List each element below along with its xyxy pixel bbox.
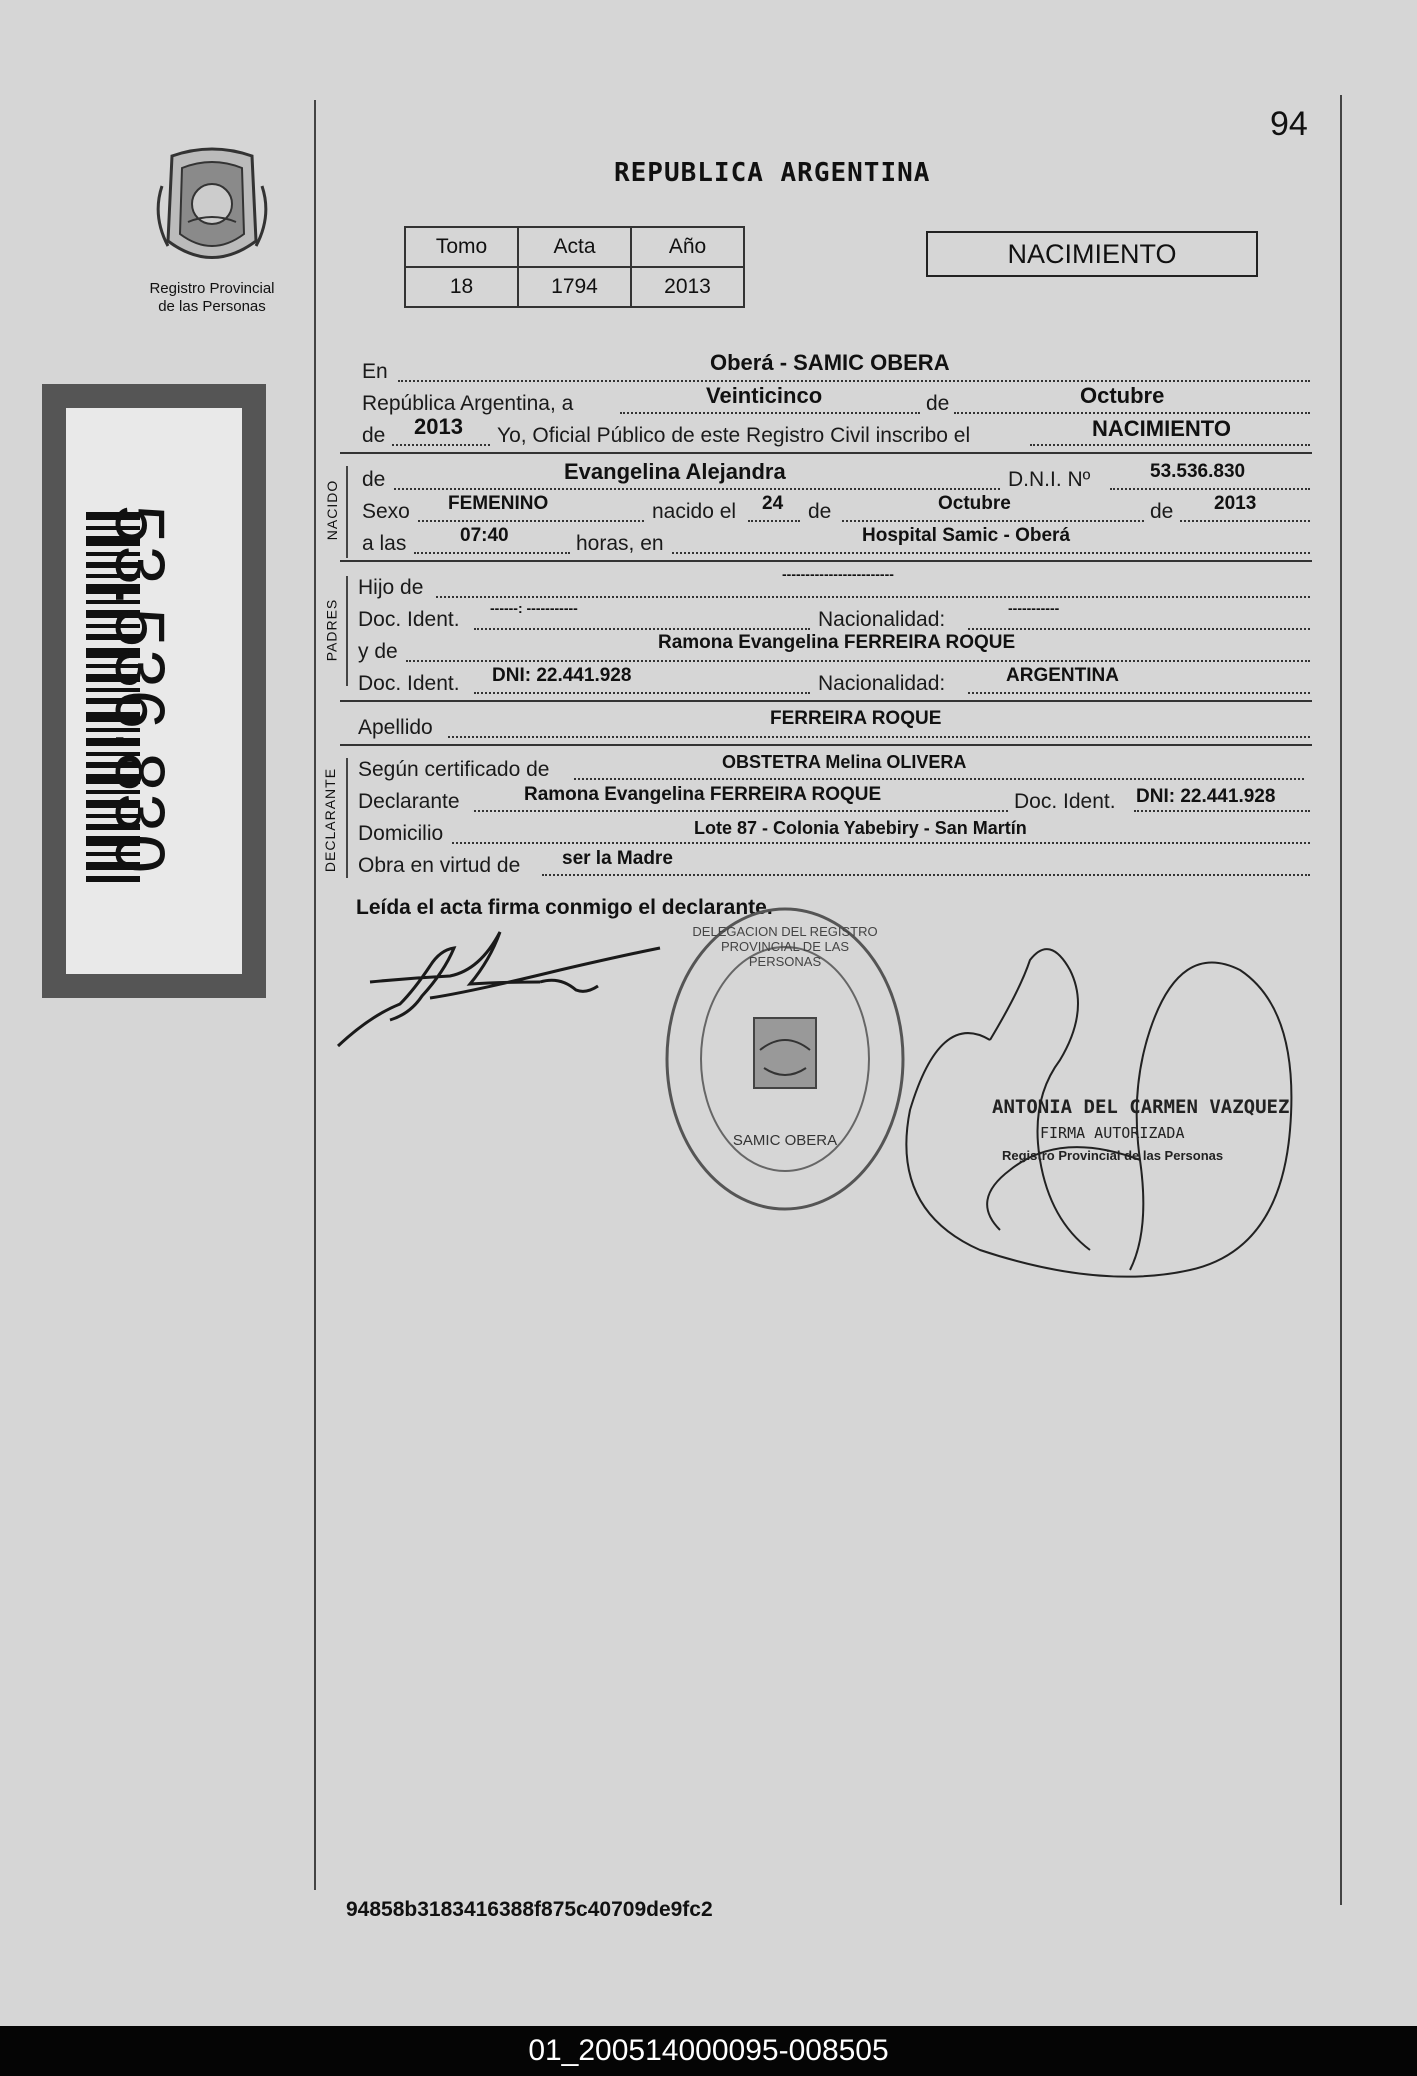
anio-value: 2013 [631,267,744,307]
birth-day-value: 24 [762,493,784,514]
apellido-label: Apellido [358,716,433,739]
registry-table-value-row [405,267,744,307]
cert-label: Según certificado de [358,758,550,781]
father-nac-label: Nacionalidad: [818,608,946,631]
birth-place-value: Hospital Samic - Oberá [862,525,1071,546]
father-nac-value: ----------- [1008,600,1060,616]
registry-name: Registro Provincial de las Personas [149,280,275,315]
father-value: ------------------------ [782,566,894,582]
hijo-de-label: Hijo de [358,576,424,599]
document-hash: 94858b3183416388f875c40709de9fc2 [346,1898,713,1921]
declarante-section-label: DECLARANTE [322,767,339,873]
right-margin-line [1340,95,1342,1905]
horas-label: horas, en [576,532,664,555]
province-coat-of-arms-icon [152,146,272,276]
day-words-value: Veinticinco [706,383,823,408]
place-value: Oberá - SAMIC OBERA [710,350,950,375]
declarant-signature [330,920,670,1060]
dni-badge-number: 53.536.830 [101,504,179,876]
sexo-label: Sexo [362,500,410,523]
record-type-box: NACIMIENTO [926,231,1258,277]
nacido-de-label-3: de [1150,500,1174,523]
country-title: REPUBLICA ARGENTINA [614,158,931,188]
oficial-text: Yo, Oficial Público de este Registro Civil inscribo el [497,424,971,447]
mother-nac-label: Nacionalidad: [818,672,946,695]
birth-month-value: Octubre [938,493,1011,514]
birth-time-value: 07:40 [460,525,509,546]
y-de-label: y de [358,640,398,663]
birth-year-value: 2013 [1214,493,1257,514]
footer-code: 01_200514000095-008505 [528,2034,889,2067]
anio-header: Año [631,227,744,267]
seal-center-text: SAMIC OBERA [732,1132,838,1149]
a-las-label: a las [362,532,407,555]
mother-nac-value: ARGENTINA [1006,665,1119,686]
year-prefix-label: de [362,424,386,447]
nacido-de-label-2: de [808,500,832,523]
domicilio-value: Lote 87 - Colonia Yabebiry - San Martín [694,818,1027,838]
page-number: 94 [1270,105,1308,143]
father-doc-value: ------: ----------- [490,600,578,616]
father-doc-label: Doc. Ident. [358,608,460,631]
en-label: En [362,360,388,383]
declarante-value: Ramona Evangelina FERREIRA ROQUE [524,784,882,805]
month-value: Octubre [1080,383,1165,408]
registry-table [404,226,745,308]
closing-statement: Leída el acta firma conmigo el declarante. [356,896,773,919]
acta-value: 1794 [518,267,631,307]
de-label: de [926,392,950,415]
year-value: 2013 [414,414,463,439]
declarante-label: Declarante [358,790,460,813]
cert-value: OBSTETRA Melina OLIVERA [722,752,967,772]
nacido-el-label: nacido el [652,500,737,523]
footer-bar [0,2026,1417,2076]
obra-label: Obra en virtud de [358,854,521,877]
tomo-header: Tomo [405,227,518,267]
child-dni-value: 53.536.830 [1150,461,1246,482]
republica-label: República Argentina, a [362,392,574,415]
mother-value: Ramona Evangelina FERREIRA ROQUE [658,632,1016,653]
authorized-signer-role: FIRMA AUTORIZADA [1040,1124,1185,1142]
declarante-doc-label: Doc. Ident. [1014,790,1116,813]
authorized-signer-name: ANTONIA DEL CARMEN VAZQUEZ [992,1096,1290,1118]
authorized-signer-org: Registro Provincial de las Personas [1002,1148,1224,1163]
seal-ring-text: DELEGACION DEL REGISTRO PROVINCIAL DE LAS PERSONAS [692,924,878,969]
mother-doc-value: DNI: 22.441.928 [492,665,632,686]
padres-section-label: PADRES [323,598,340,662]
left-margin-line [314,100,316,1890]
mother-doc-label: Doc. Ident. [358,672,460,695]
obra-value: ser la Madre [562,848,673,869]
domicilio-label: Domicilio [358,822,444,845]
sexo-value: FEMENINO [448,493,549,514]
nacido-de-label: de [362,468,386,491]
declarante-doc-value: DNI: 22.441.928 [1136,786,1276,807]
apellido-value: FERREIRA ROQUE [770,708,942,729]
nacido-section-label: NACIDO [324,479,341,541]
registry-table-header-row [405,227,744,267]
act-value: NACIMIENTO [1092,416,1231,441]
acta-header: Acta [518,227,631,267]
child-name-value: Evangelina Alejandra [564,459,786,484]
tomo-value: 18 [405,267,518,307]
dni-label: D.N.I. Nº [1008,468,1091,491]
